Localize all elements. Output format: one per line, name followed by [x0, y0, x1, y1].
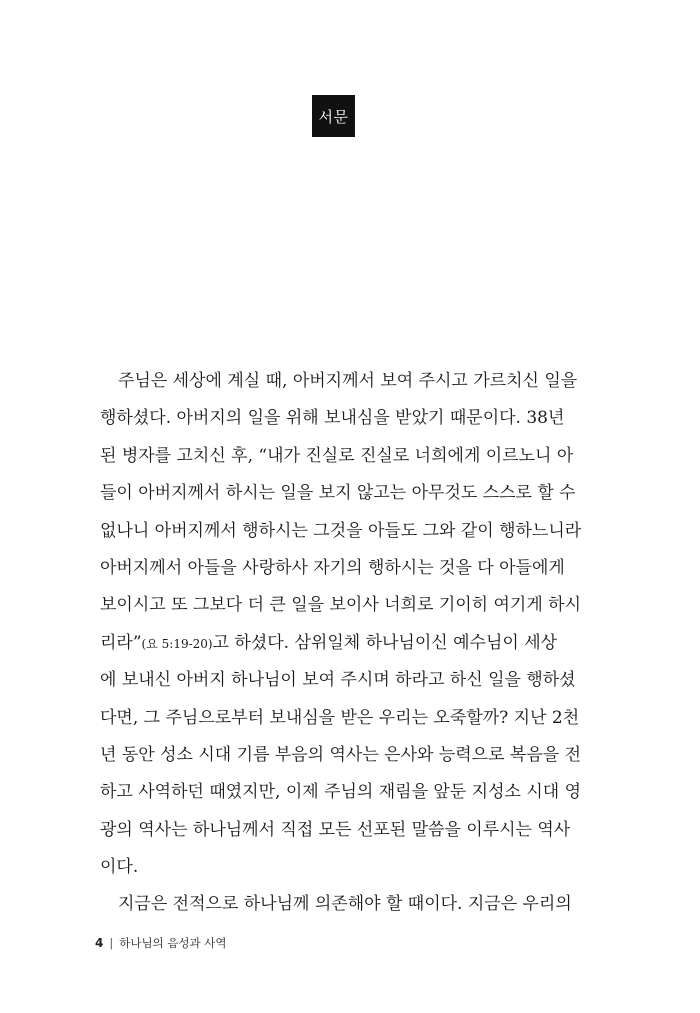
text-line: 광의 역사는 하나님께서 직접 모든 선포된 말씀을 이루시는 역사 — [100, 819, 571, 840]
text-line: 아버지께서 아들을 사랑하사 자기의 행하시는 것을 다 아들에게 — [100, 557, 565, 578]
text-line: 이다. — [100, 857, 139, 878]
page-number: 4 — [95, 936, 104, 950]
text-line: 주님은 세상에 계실 때, 아버지께서 보여 주시고 가르치신 일을 — [118, 371, 578, 391]
text-line: 들이 아버지께서 하시는 일을 보지 않고는 아무것도 스스로 할 수 — [100, 483, 576, 504]
text-line: 보이시고 또 그보다 더 큰 일을 보이사 너희로 기이히 여기게 하시 — [100, 595, 582, 616]
scripture-reference: (요 5:19-20) — [141, 636, 213, 651]
text-line: 지금은 전적으로 하나님께 의존해야 할 때이다. 지금은 우리의 — [118, 894, 572, 915]
body-text — [100, 363, 598, 924]
text-line: 없나니 아버지께서 행하시는 그것을 아들도 그와 같이 행하느니라 — [100, 520, 582, 541]
text-line: 하고 사역하던 때였지만, 이제 주님의 재림을 앞둔 지성소 시대 영 — [100, 782, 582, 803]
chapter-title-badge — [312, 95, 355, 137]
text-line: 된 병자를 고치신 후, “내가 진실로 진실로 너희에게 이르노니 아 — [100, 445, 574, 466]
footer-separator: | — [109, 936, 114, 950]
text-line: 에 보내신 아버지 하나님이 보여 주시며 하라고 하신 일을 행하셨 — [100, 670, 576, 691]
text-line: 다면, 그 주님으로부터 보내심을 받은 우리는 오죽할까? 지난 2천 — [100, 707, 580, 728]
quote-end: 리라” — [100, 632, 142, 653]
page-footer — [95, 935, 227, 951]
text-line: 행하셨다. 아버지의 일을 위해 보내심을 받았기 때문이다. 38년 — [100, 408, 565, 429]
book-title: 하나님의 음성과 사역 — [119, 936, 227, 950]
text-line: 년 동안 성소 시대 기름 부음의 역사는 은사와 능력으로 복음을 전 — [100, 744, 582, 765]
quote-continuation: 고 하셨다. 삼위일체 하나님이신 예수님이 세상 — [212, 632, 558, 653]
text-line-with-reference — [100, 625, 598, 662]
chapter-title: 서문 — [318, 107, 349, 126]
